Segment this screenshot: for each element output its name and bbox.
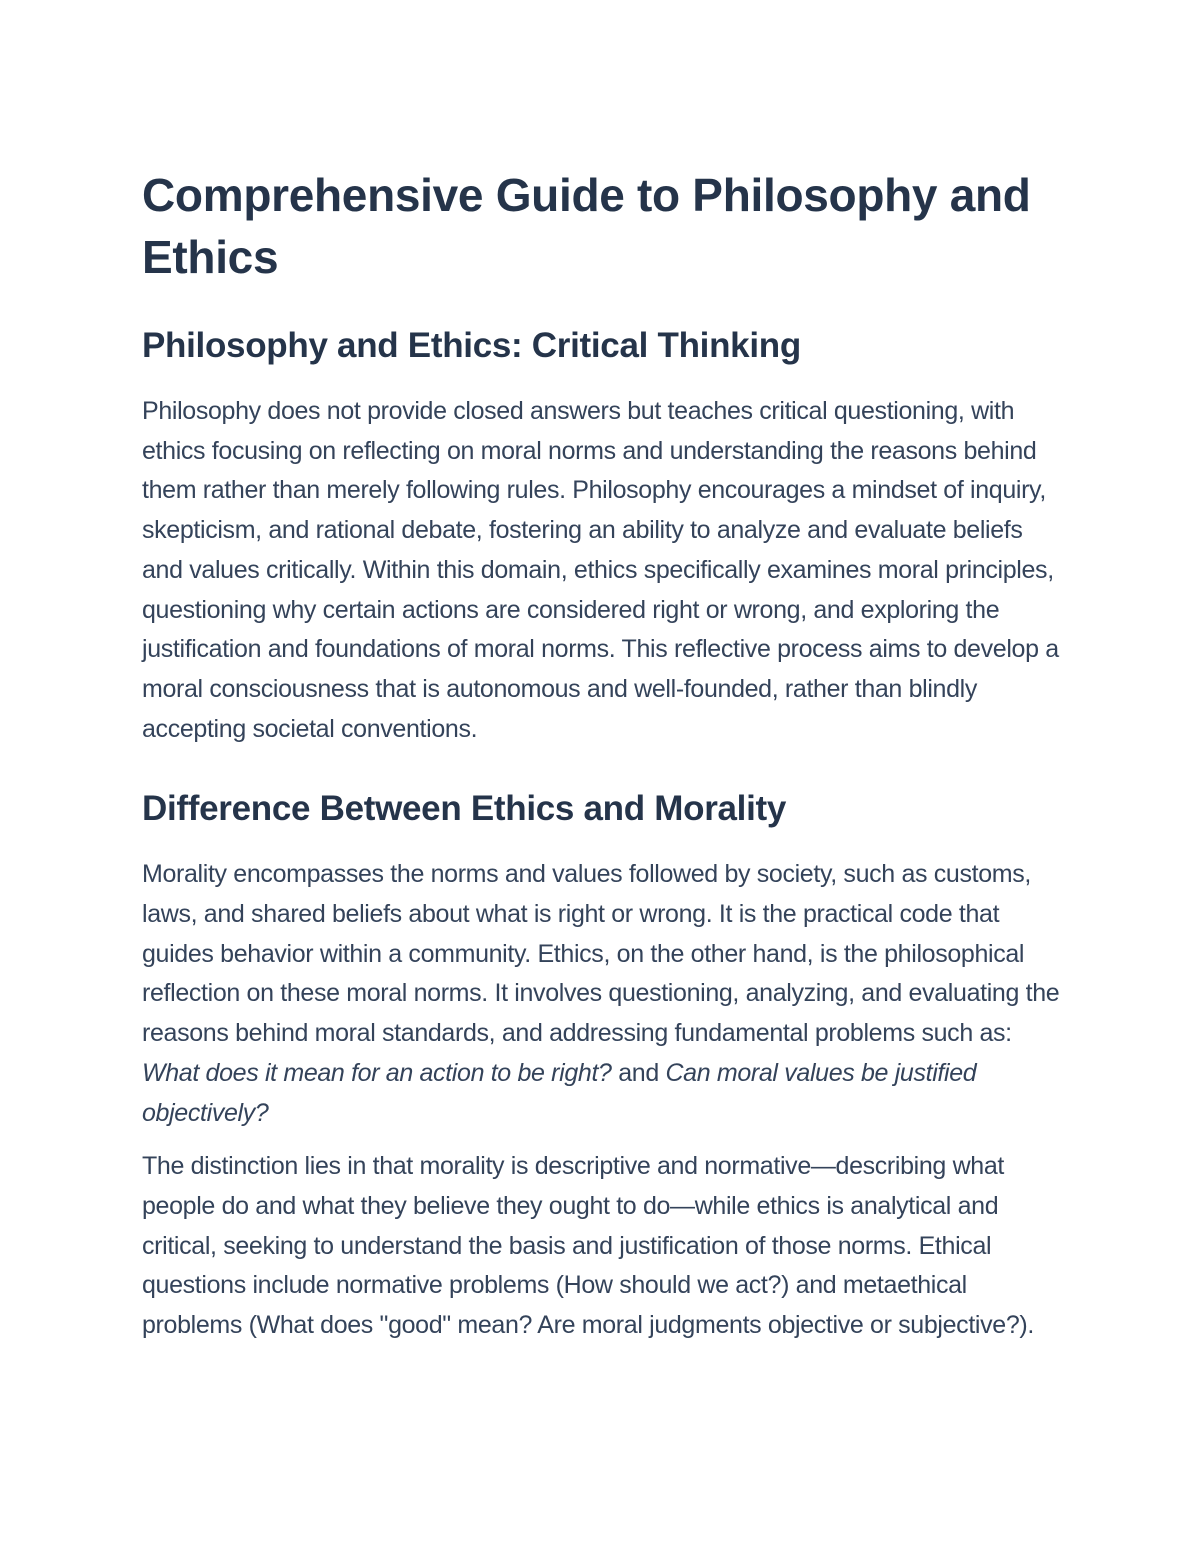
- document-page: [142, 164, 1062, 1346]
- section-heading: Philosophy and Ethics: Critical Thinking: [142, 326, 801, 365]
- paragraph-text: Morality encompasses the norms and values followed by society, such as customs, laws, and shared beliefs about what is right or wrong. It is the practical code that guides behavior within a community. Ethics, on the other hand, is the philosophical reflection on these moral norms. It involves questioning, analyzing, and evaluating the reasons behind moral standards, and addressing fundamental problems such as:: [142, 860, 1060, 1048]
- section-critical-thinking: [142, 322, 1062, 749]
- italic-question: What does it mean for an action to be right?: [142, 1058, 612, 1087]
- italic-question: Can moral values be justified objectively?: [142, 1058, 977, 1127]
- section-paragraph: [142, 855, 1062, 1133]
- section-paragraph: Philosophy does not provide closed answers but teaches critical questioning, with ethics focusing on reflecting on moral norms and understanding the reasons behind them rather than merely following rules. Philosophy encourages a mindset of inquiry, skepticism, and rational debate, fostering an ability to analyze and evaluate beliefs and values critically. Within this domain, ethics specifically examines moral principles, questioning why certain actions are considered right or wrong, and exploring the justification and foundations of moral norms. This reflective process aims to develop a moral consciousness that is autonomous and well-founded, rather than blindly accepting societal conventions.: [142, 397, 1059, 743]
- title-block: [142, 164, 1062, 288]
- page-title: Comprehensive Guide to Philosophy and Ethics: [142, 169, 1031, 283]
- section-heading: Difference Between Ethics and Morality: [142, 789, 787, 829]
- section-paragraph: The distinction lies in that morality is descriptive and normative—describing what people do and what they believe they ought to do—while ethics is analytical and critical, seeking to understand the basis and justification of those norms. Ethical questions include normative problems (How should we act?) and metaethical problems (What does "good" mean? Are moral judgments objective or subjective?).: [142, 1152, 1034, 1340]
- section-ethics-vs-morality: [142, 785, 1062, 1345]
- paragraph-text: and: [611, 1058, 666, 1087]
